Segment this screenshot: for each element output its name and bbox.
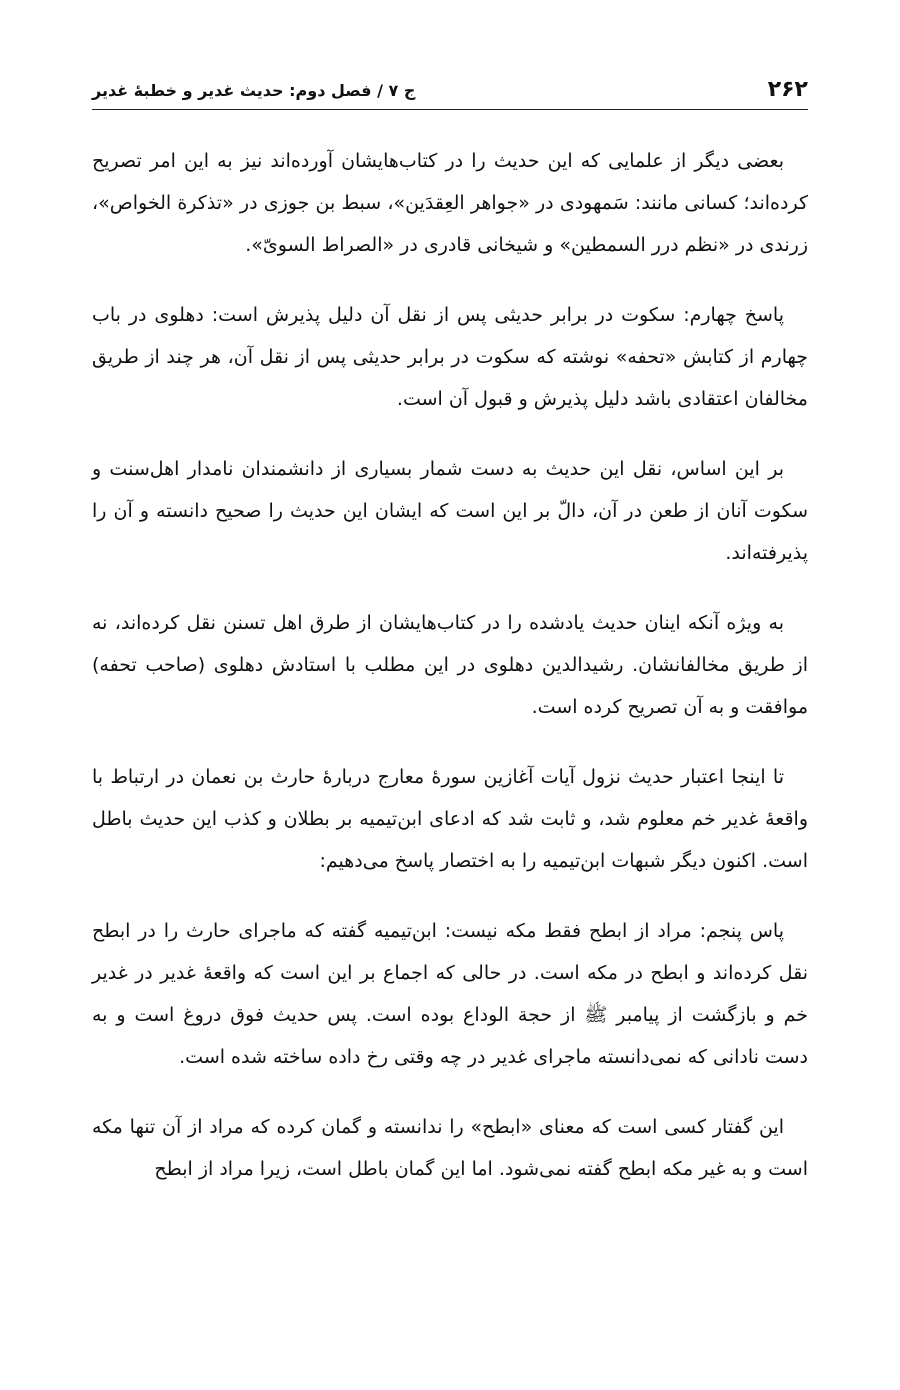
page-number: ۲۶۲ [767,77,808,102]
running-title: ج ۷ / فصل دوم: حدیث غدیر و خطبهٔ غدیر [92,81,416,100]
paragraph: بر این اساس، نقل این حدیث به دست شمار بسیاری از دانشمندان نامدار اهل‌سنت و سکوت آنان از طعن در آن، دالّ بر این است که ایشان این حدیث را صحیح دانسته و آن را پذیرفته‌اند. [92,458,808,564]
paragraph: پاس پنجم: مراد از ابطح فقط مکه نیست: ابن‌تیمیه گفته که ماجرای حارث را در ابطح نقل کرده‌اند و ابطح در مکه است. در حالی که اجماع بر این است که واقعهٔ غدیر در غدیر خم و بازگشت از پیامبر ﷺ از حجة الوداع بوده است. پس حدیث فوق دروغ است و به دست نادانی که نمی‌دانسته ماجرای غدیر در چه وقتی رخ داده ساخته شده است. [92,920,808,1068]
body-text [92,140,808,1190]
paragraph: به ویژه آنکه اینان حدیث یادشده را در کتاب‌هایشان از طرق اهل تسنن نقل کرده‌اند، نه از طریق مخالفانشان. رشیدالدین دهلوی در این مطلب با استادش دهلوی (صاحب تحفه) موافقت و به آن تصریح کرده است. [92,612,808,718]
page-header [92,60,808,110]
paragraph: این گفتار کسی است که معنای «ابطح» را ندانسته و گمان کرده که مراد از آن تنها مکه است و به غیر مکه ابطح گفته نمی‌شود. اما این گمان باطل است، زیرا مراد از ابطح [92,1116,808,1180]
paragraph: تا اینجا اعتبار حدیث نزول آیات آغازین سورهٔ معارج دربارهٔ حارث بن نعمان در ارتباط با واقعهٔ غدیر خم معلوم شد، و ثابت شد که ادعای ابن‌تیمیه بر بطلان و کذب این حدیث باطل است. اکنون دیگر شبهات ابن‌تیمیه را به اختصار پاسخ می‌دهیم: [92,766,808,872]
book-page [92,60,808,1218]
paragraph: پاسخ چهارم: سکوت در برابر حدیثی پس از نقل آن دلیل پذیرش است: دهلوی در باب چهارم از کتابش «تحفه» نوشته که سکوت در برابر حدیثی پس از نقل آن، هر چند از طریق مخالفان اعتقادی باشد دلیل پذیرش و قبول آن است. [92,304,808,410]
paragraph: بعضی دیگر از علمایی که این حدیث را در کتاب‌هایشان آورده‌اند نیز به این امر تصریح کرده‌اند؛ کسانی مانند: سَمهودی در «جواهر العِقدَین»، سبط بن جوزی در «تذکرة الخواص»، زرندی در «نظم درر السمطین» و شیخانی قادری در «الصراط السویّ». [92,150,808,256]
